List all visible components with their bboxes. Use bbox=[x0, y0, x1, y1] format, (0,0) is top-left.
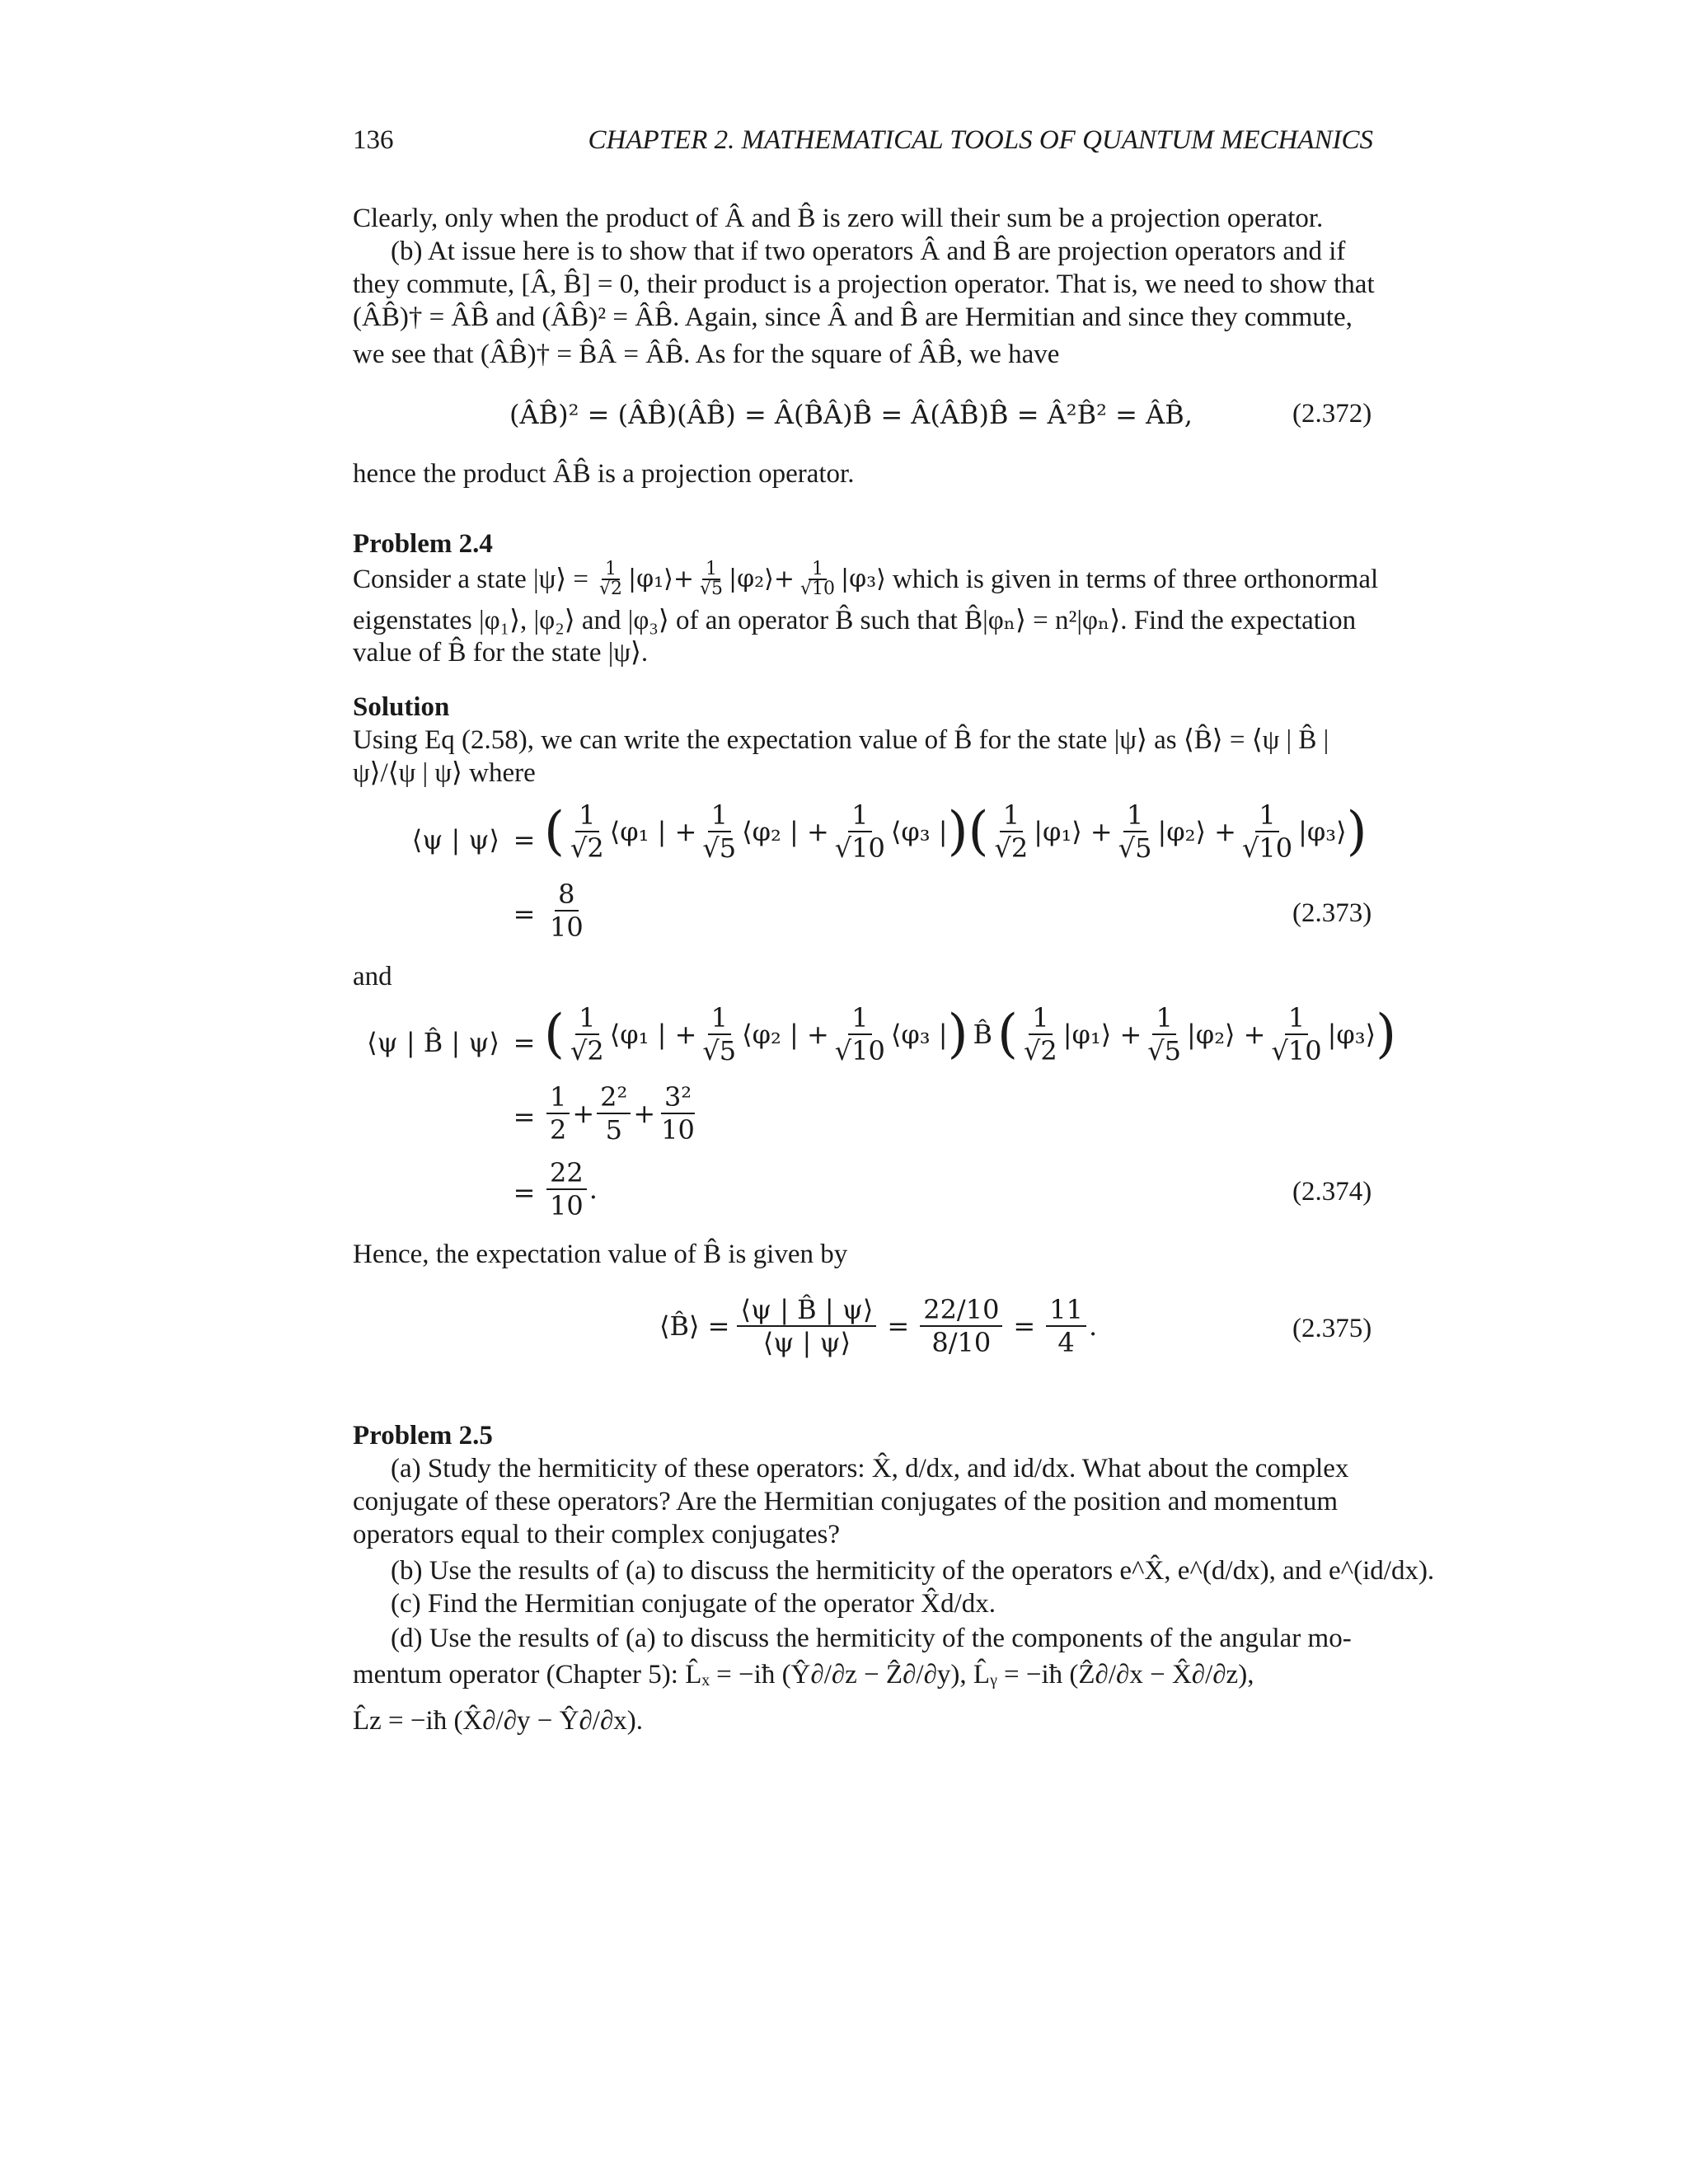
text-line: eigenstates |φ₁⟩, |φ₂⟩ and |φ₃⟩ of an operator B̂ such that B̂|φₙ⟩ = n²|φₙ⟩. Find the expectation bbox=[353, 606, 1357, 635]
running-title: CHAPTER 2. MATHEMATICAL TOOLS OF QUANTUM MECHANICS bbox=[588, 125, 1373, 155]
equation-lhs: ⟨ψ | ψ⟩ bbox=[411, 824, 499, 855]
text-line: (a) Study the hermiticity of these operators: X̂, d/dx, and id/dx. What about the complex bbox=[391, 1454, 1349, 1483]
problem-text: Consider a state |ψ⟩ = bbox=[353, 565, 589, 594]
text-line: Using Eq (2.58), we can write the expectation value of B̂ for the state |ψ⟩ as ⟨B̂⟩ = ⟨ψ | B̂ | bbox=[353, 725, 1329, 755]
numerator: 3² bbox=[661, 1081, 695, 1114]
text-line: and bbox=[353, 962, 392, 991]
text-line: they commute, [Â, B̂] = 0, their product is a projection operator. That is, we need to show that bbox=[353, 269, 1375, 299]
text-line: (b) At issue here is to show that if two operators Â and B̂ are projection operators and if bbox=[391, 237, 1346, 266]
text-line: Clearly, only when the product of Â and B̂ is zero will their sum be a projection operator. bbox=[353, 204, 1324, 233]
equation-lhs: ⟨ψ | B̂ | ψ⟩ bbox=[367, 1027, 499, 1058]
text-line: (ÂB̂)† = ÂB̂ and (ÂB̂)² = ÂB̂. Again, since Â and B̂ are Hermitian and since they commute, bbox=[353, 302, 1353, 332]
numerator: 1 bbox=[546, 1081, 570, 1114]
denominator: 2 bbox=[550, 1114, 567, 1146]
fraction: $\frac{1}{√2}$ bbox=[599, 559, 623, 599]
equals-sign: = bbox=[513, 824, 536, 855]
equation-result: $\frac{22}{10}$ . bbox=[544, 1157, 598, 1221]
equation-number: (2.374) bbox=[1292, 1177, 1372, 1207]
equation-2374-product: ( $\frac{1}{√2}$ ⟨φ₁ | + $\frac{1}{√5}$ ⟨φ₂ | + $\frac{1}{√10}$ ⟨φ₃ | ) B̂ ( $\frac{1}{√2}$ |φ₁⟩ + $\frac{1}{√5}$ |φ₂⟩ + $\frac{1}{√10}$ |φ₃⟩ ) bbox=[544, 1002, 1397, 1066]
problem-statement-line bbox=[353, 560, 1378, 598]
text-line: we see that (ÂB̂)† = B̂Â = ÂB̂. As for the square of ÂB̂, we have bbox=[353, 340, 1060, 369]
text-line: (c) Find the Hermitian conjugate of the operator X̂d/dx. bbox=[391, 1589, 996, 1619]
text-line: (b) Use the results of (a) to discuss the hermiticity of the operators e^X̂, e^(d/dx), and e^(id/dx). bbox=[391, 1556, 1435, 1586]
problem-text: which is given in terms of three orthonormal bbox=[892, 565, 1379, 594]
state-expansion: $\frac{1}{√2}$ |φ₁⟩+ $\frac{1}{√5}$ |φ₂⟩+ $\frac{1}{√10}$ |φ₃⟩ bbox=[593, 560, 886, 598]
numerator: 22 bbox=[546, 1157, 587, 1190]
text-line: (d) Use the results of (a) to discuss the hermiticity of the components of the angular mo- bbox=[391, 1624, 1352, 1653]
problem-heading: Problem 2.5 bbox=[353, 1421, 493, 1451]
denominator: 10 bbox=[661, 1114, 695, 1146]
equation-sum: $\frac{1}{2}$ + $\frac{\text{2²}}{5}$ + $\frac{\text{3²}}{10}$ bbox=[544, 1081, 701, 1146]
denominator: ⟨ψ | ψ⟩ bbox=[762, 1327, 851, 1358]
equation-lhs: ⟨B̂⟩ = bbox=[659, 1310, 730, 1342]
numerator: 22/10 bbox=[920, 1294, 1002, 1327]
equals-sign: = bbox=[513, 898, 536, 930]
fraction: $\frac{1}{√5}$ bbox=[700, 559, 724, 599]
problem-heading: Problem 2.4 bbox=[353, 529, 493, 559]
denominator: 5 bbox=[605, 1114, 622, 1146]
denominator: 8/10 bbox=[931, 1327, 992, 1358]
equals-sign: = bbox=[513, 1027, 536, 1058]
equation-number: (2.373) bbox=[1292, 898, 1372, 928]
text-line: hence the product ÂB̂ is a projection operator. bbox=[353, 459, 855, 489]
text-line: operators equal to their complex conjugates? bbox=[353, 1520, 841, 1549]
equation-number: (2.372) bbox=[1292, 399, 1372, 429]
denominator: 4 bbox=[1057, 1327, 1075, 1358]
equation-2375: ⟨B̂⟩ = $\frac{⟨\psi | B̂ | \psi⟩}{⟨\psi | \psi⟩}$ = $\frac{22/10}{8/10}$ = $\frac{11}{4}$ . bbox=[659, 1294, 1098, 1358]
text-line: mentum operator (Chapter 5): L̂ₓ = −iħ (Ŷ∂/∂z − Ẑ∂/∂y), L̂ᵧ = −iħ (Ẑ∂/∂x − X̂∂/∂z), bbox=[353, 1660, 1254, 1690]
text-line: ψ⟩/⟨ψ | ψ⟩ where bbox=[353, 758, 536, 788]
numerator: 8 bbox=[555, 879, 578, 912]
text-line: L̂z = −iħ (X̂∂/∂y − Ŷ∂/∂x). bbox=[353, 1706, 644, 1736]
fraction: $\frac{1}{√10}$ bbox=[800, 559, 836, 599]
equals-sign: = bbox=[513, 1101, 536, 1132]
text-line: Hence, the expectation value of B̂ is given by bbox=[353, 1240, 848, 1269]
operator-symbol: B̂ bbox=[973, 1019, 993, 1050]
numerator: 2² bbox=[597, 1081, 631, 1114]
equals-sign: = bbox=[513, 1177, 536, 1208]
equation-result bbox=[544, 879, 589, 943]
denominator: 10 bbox=[550, 912, 584, 943]
equation-number: (2.375) bbox=[1292, 1314, 1372, 1343]
equation-2373-product: ( $\frac{1}{√2}$ ⟨φ₁ | + $\frac{1}{√5}$ ⟨φ₂ | + $\frac{1}{√10}$ ⟨φ₃ | ) ( $\frac{1}{√2}$ |φ₁⟩ + $\frac{1}{√5}$ |φ₂⟩ + $\frac{1}{√10}$ |φ₃⟩ ) bbox=[544, 799, 1367, 864]
equation-2372: (ÂB̂)² = (ÂB̂)(ÂB̂) = Â(B̂Â)B̂ = Â(ÂB̂)B̂ = Â²B̂² = ÂB̂, bbox=[509, 399, 1193, 430]
text-line: conjugate of these operators? Are the Hermitian conjugates of the position and momentum bbox=[353, 1487, 1338, 1516]
numerator: ⟨ψ | B̂ | ψ⟩ bbox=[737, 1294, 876, 1327]
numerator: 11 bbox=[1046, 1294, 1086, 1327]
page-number: 136 bbox=[353, 125, 394, 155]
denominator: 10 bbox=[550, 1190, 584, 1221]
solution-heading: Solution bbox=[353, 692, 450, 722]
text-line: value of B̂ for the state |ψ⟩. bbox=[353, 638, 649, 668]
